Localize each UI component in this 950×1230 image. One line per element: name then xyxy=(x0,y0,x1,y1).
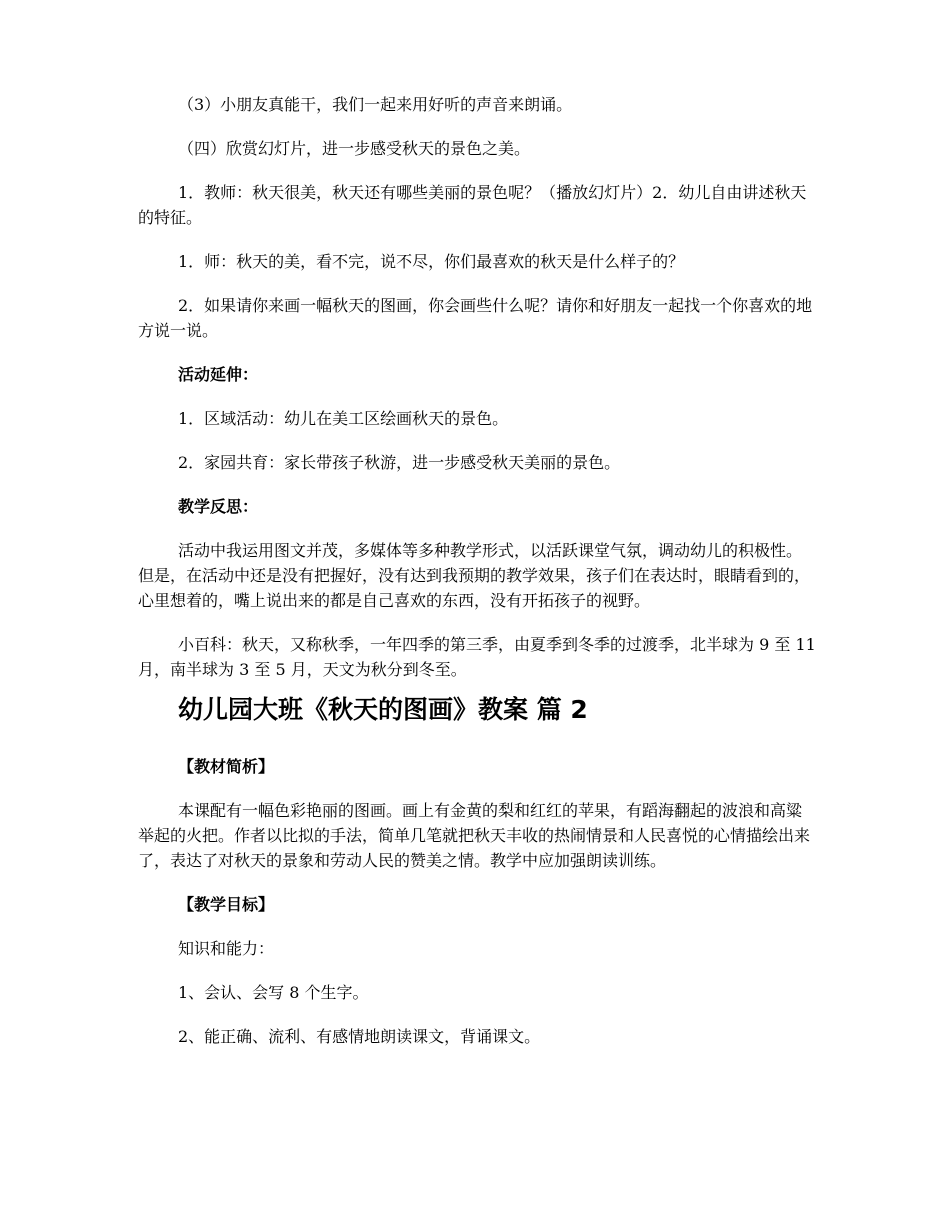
paragraph-slideshow: （四）欣赏幻灯片，进一步感受秋天的景色之美。 xyxy=(178,139,531,158)
heading-activity-extension: 活动延伸： xyxy=(178,365,259,384)
paragraph-favorite-autumn: 1．师：秋天的美，看不完，说不尽，你们最喜欢的秋天是什么样子的？ xyxy=(178,252,685,271)
paragraph-recite: （3）小朋友真能干，我们一起来用好听的声音来朗诵。 xyxy=(178,95,573,114)
heading-teaching-reflection: 教学反思： xyxy=(178,497,259,516)
paragraph-extension-home: 2．家园共育：家长带孩子秋游，进一步感受秋天美丽的景色。 xyxy=(178,453,621,472)
paragraph-teacher-question: 1．教师：秋天很美，秋天还有哪些美丽的景色呢？（播放幻灯片）2．幼儿自由讲述秋天的特征。 xyxy=(138,183,807,227)
paragraph-reflection: 活动中我运用图文并茂，多媒体等多种教学形式，以活跃课堂气氛，调动幼儿的积极性。但是，在活动中还是没有把握好，没有达到我预期的教学效果，孩子们在表达时，眼睛看到的，心里想着的，嘴上说出来的都是自己喜欢的东西，没有开拓孩子的视野。 xyxy=(138,541,811,610)
paragraph-goals-knowledge: 知识和能力： xyxy=(178,939,275,958)
paragraph-goal-1: 1、会认、会写 8 个生字。 xyxy=(178,983,369,1002)
section-title: 幼儿园大班《秋天的图画》教案 篇 2 xyxy=(178,695,588,724)
heading-teaching-goals: 【教学目标】 xyxy=(178,895,275,914)
paragraph-encyclopedia: 小百科：秋天，又称秋季，一年四季的第三季，由夏季到冬季的过渡季，北半球为 9 至 11 月，南半球为 3 至 5 月，天文为秋分到冬至。 xyxy=(138,635,816,679)
paragraph-material-analysis: 本课配有一幅色彩艳丽的图画。画上有金黄的梨和红红的苹果，有蹈海翻起的波浪和高粱举起的火把。作者以比拟的手法，简单几笔就把秋天丰收的热闹情景和人民喜悦的心情描绘出来了，表达了对秋天的景象和劳动人民的赞美之情。教学中应加强朗读训练。 xyxy=(138,801,811,870)
document-body xyxy=(138,92,816,1068)
paragraph-goal-2: 2、能正确、流利、有感情地朗读课文，背诵课文。 xyxy=(178,1027,541,1046)
paragraph-extension-area: 1．区域活动：幼儿在美工区绘画秋天的景色。 xyxy=(178,409,509,428)
paragraph-draw-autumn: 2．如果请你来画一幅秋天的图画，你会画些什么呢？请你和好朋友一起找一个你喜欢的地方说一说。 xyxy=(138,296,813,340)
heading-material-analysis: 【教材简析】 xyxy=(178,757,275,776)
